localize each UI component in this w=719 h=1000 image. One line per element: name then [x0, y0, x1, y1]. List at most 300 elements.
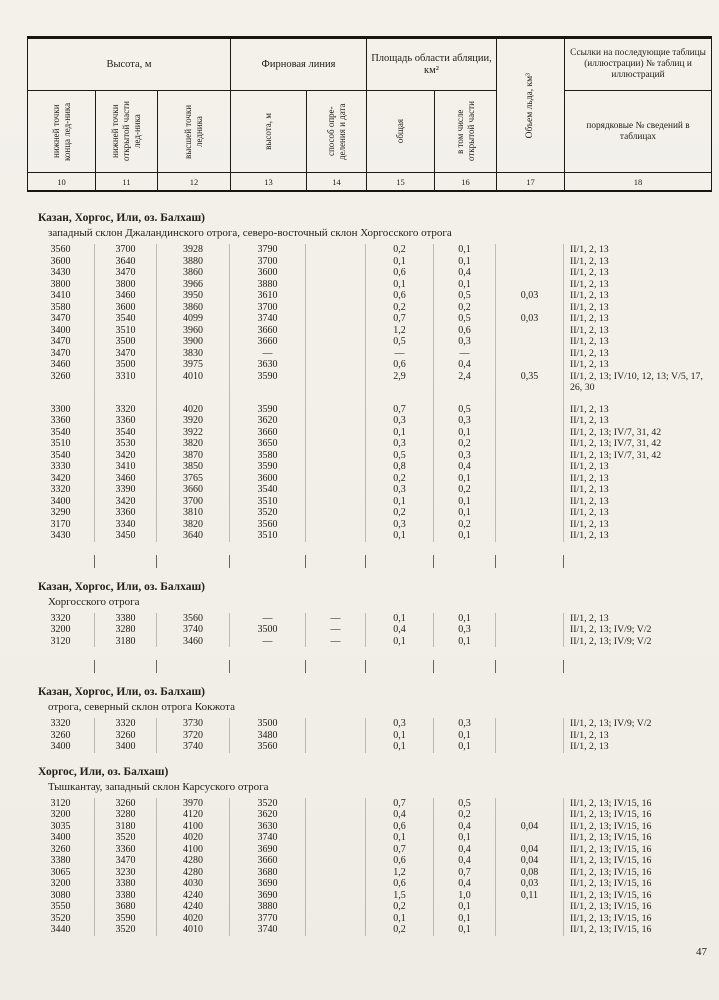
- cell-col-15: 0,4: [366, 809, 434, 821]
- cell-col-16: 0,4: [434, 461, 496, 473]
- cell-col-18: [564, 394, 712, 404]
- cell-col-18: II/1, 2, 13: [570, 518, 609, 530]
- cell-col-17: [496, 267, 564, 279]
- cell-col-12: 4030: [157, 878, 230, 890]
- cell-col-11: 3360: [95, 507, 157, 519]
- cell-col-11: 3460: [95, 473, 157, 485]
- cell-col-17: [496, 798, 564, 810]
- cell-col-18: II/1, 2, 13: [570, 495, 609, 507]
- cell-col-16: 0,1: [434, 279, 496, 291]
- cell-col-17: [496, 924, 564, 936]
- cell-col-18: II/1, 2, 13; IV/15, 16: [570, 832, 652, 843]
- cell-col-13: 3590: [230, 404, 306, 416]
- cell-col-10: 3470: [27, 348, 95, 360]
- cell-col-15: 0,5: [366, 450, 434, 462]
- cell-col-12: 3922: [157, 427, 230, 439]
- cell-col-18: II/1, 2, 13; IV/15, 16: [570, 889, 652, 901]
- cell-col-11: 3800: [95, 279, 157, 291]
- cell-col-11: 3450: [95, 530, 157, 542]
- cell-col-11: 3700: [95, 244, 157, 256]
- cell-col-17: [496, 302, 564, 314]
- tick-mark: [230, 660, 306, 673]
- cell-col-18: II/1, 2, 13: [570, 741, 609, 752]
- cell-col-13: 3580: [230, 450, 306, 462]
- table-row: [27, 878, 712, 890]
- cell-col-17: 0,11: [496, 890, 564, 902]
- cell-col-13: 3600: [230, 473, 306, 485]
- cell-col-13: 3660: [230, 336, 306, 348]
- cell-col-18: II/1, 2, 13: [570, 530, 609, 541]
- cell-col-12: 3860: [157, 267, 230, 279]
- header-col14-label: способ опре-деления и дата: [325, 103, 347, 160]
- table-row: [27, 730, 712, 742]
- cell-col-15: 0,6: [366, 855, 434, 867]
- cell-col-11: 3520: [95, 924, 157, 936]
- cell-col-17: [496, 809, 564, 821]
- cell-col-14: [306, 924, 366, 936]
- cell-col-18: II/1, 2, 13: [570, 403, 609, 415]
- cell-col-13: 3590: [230, 461, 306, 473]
- header-col13-label: высота, м: [263, 113, 273, 150]
- cell-col-14: [306, 473, 366, 485]
- cell-col-18: II/1, 2, 13; IV/15, 16: [570, 820, 652, 832]
- column-number-15: 15: [367, 173, 435, 190]
- cell-col-13: —: [230, 613, 306, 625]
- cell-col-12: 4280: [157, 855, 230, 867]
- cell-col-17: [496, 496, 564, 508]
- header-col-determination-method: [307, 91, 367, 173]
- header-col12-label: высшей точки ледника: [183, 104, 204, 159]
- cell-col-10: 3320: [27, 484, 95, 496]
- cell-col-16: 0,5: [434, 798, 496, 810]
- cell-col-16: 0,1: [434, 427, 496, 439]
- cell-col-16: 0,5: [434, 404, 496, 416]
- cell-col-16: 0,1: [434, 901, 496, 913]
- cell-col-10: 3470: [27, 336, 95, 348]
- section-subtitle: Тышкантау, западный склон Карсуского отрога: [48, 780, 269, 793]
- cell-col-12: 3820: [157, 438, 230, 450]
- cell-col-10: 3520: [27, 913, 95, 925]
- cell-col-11: 3500: [95, 359, 157, 371]
- cell-col-16: 0,1: [434, 530, 496, 542]
- cell-col-11: 3180: [95, 636, 157, 648]
- table-row: [27, 855, 712, 867]
- cell-col-18: II/1, 2, 13; IV/7, 31, 42: [570, 426, 662, 438]
- cell-col-17: [496, 624, 564, 636]
- cell-col-13: 3610: [230, 290, 306, 302]
- cell-col-10: 3380: [27, 855, 95, 867]
- table-row: [27, 832, 712, 844]
- cell-col-16: 0,5: [434, 313, 496, 325]
- cell-col-18: II/1, 2, 13: [570, 359, 609, 370]
- cell-col-14: [306, 359, 366, 371]
- cell-col-17: [496, 461, 564, 473]
- cell-col-14: [306, 313, 366, 325]
- header-group-height-label: Высота, м: [106, 58, 152, 70]
- header-group-ablation-area: [367, 39, 497, 91]
- cell-col-15: 0,1: [366, 636, 434, 648]
- cell-col-11: 3360: [95, 844, 157, 856]
- cell-col-17: [496, 832, 564, 844]
- cell-col-16: 0,4: [434, 359, 496, 371]
- cell-col-18: II/1, 2, 13; IV/15, 16: [570, 901, 652, 912]
- cell-col-16: 0,1: [434, 636, 496, 648]
- cell-col-11: 3380: [95, 878, 157, 890]
- cell-col-16: 0,1: [434, 244, 496, 256]
- cell-col-13: 3630: [230, 821, 306, 833]
- cell-col-15: 2,9: [366, 371, 434, 394]
- tick-mark: [27, 555, 95, 568]
- cell-col-14: [306, 461, 366, 473]
- header-col15-label: общая: [395, 119, 405, 144]
- cell-col-10: 3400: [27, 325, 95, 337]
- cell-col-10: 3360: [27, 415, 95, 427]
- header-group-firn-line-label: Фирновая линия: [261, 58, 336, 70]
- cell-col-17: [496, 741, 564, 753]
- cell-col-14: [306, 718, 366, 730]
- cell-col-11: 3470: [95, 855, 157, 867]
- tick-mark: [434, 555, 496, 568]
- cell-col-10: 3400: [27, 832, 95, 844]
- column-number-11: 11: [96, 173, 158, 190]
- cell-col-12: 4020: [157, 832, 230, 844]
- cell-col-10: 3400: [27, 741, 95, 753]
- cell-col-12: 4020: [157, 404, 230, 416]
- table-row: [27, 844, 712, 856]
- table-row: [27, 267, 712, 279]
- cell-col-14: —: [306, 613, 366, 625]
- cell-col-15: 0,2: [366, 302, 434, 314]
- cell-col-16: 0,1: [434, 496, 496, 508]
- table-row: [27, 890, 712, 902]
- cell-col-18: II/1, 2, 13: [570, 244, 609, 255]
- cell-col-15: 0,7: [366, 844, 434, 856]
- section-title: Хоргос, Или, оз. Балхаш): [38, 765, 169, 778]
- cell-col-13: 3560: [230, 519, 306, 531]
- tick-mark: [230, 555, 306, 568]
- cell-col-14: [306, 256, 366, 268]
- cell-col-13: 3520: [230, 798, 306, 810]
- column-number-18: 18: [633, 176, 643, 187]
- table-row: [27, 473, 712, 485]
- cell-col-16: [434, 394, 496, 404]
- cell-col-16: 0,1: [434, 913, 496, 925]
- cell-col-18: II/1, 2, 13: [570, 290, 609, 301]
- table-row: [27, 809, 712, 821]
- table-row: [27, 279, 712, 291]
- cell-col-14: [306, 798, 366, 810]
- tick-mark: [564, 660, 712, 673]
- cell-col-15: 0,2: [366, 507, 434, 519]
- cell-col-14: [306, 325, 366, 337]
- cell-col-11: 3280: [95, 624, 157, 636]
- cell-col-13: 3620: [230, 809, 306, 821]
- cell-col-15: 0,1: [366, 832, 434, 844]
- header-col16-label: в том числе открытой части: [454, 101, 476, 162]
- cell-col-18: II/1, 2, 13; IV/9; V/2: [570, 718, 652, 729]
- cell-col-16: 1,0: [434, 890, 496, 902]
- header-col-highest-point: [158, 91, 231, 173]
- cell-col-17: [496, 279, 564, 291]
- cell-col-11: 3340: [95, 519, 157, 531]
- header-col-exposed-area: [435, 91, 497, 173]
- header-col-lowest-point-terminus: [28, 91, 96, 173]
- cell-col-15: 0,3: [366, 415, 434, 427]
- cell-col-18: II/1, 2, 13; IV/15, 16: [570, 866, 652, 878]
- cell-col-13: 3690: [230, 878, 306, 890]
- cell-col-11: 3520: [95, 832, 157, 844]
- cell-col-10: 3420: [27, 473, 95, 485]
- cell-col-11: 3310: [95, 371, 157, 394]
- cell-col-17: [496, 484, 564, 496]
- cell-col-12: 3900: [157, 336, 230, 348]
- cell-col-13: 3740: [230, 924, 306, 936]
- cell-col-12: 3700: [157, 496, 230, 508]
- cell-col-10: 3290: [27, 507, 95, 519]
- cell-col-11: 3380: [95, 890, 157, 902]
- cell-col-11: 3600: [95, 302, 157, 314]
- cell-col-10: 3580: [27, 302, 95, 314]
- table-row: [27, 290, 712, 302]
- cell-col-16: 0,1: [434, 741, 496, 753]
- cell-col-12: 3850: [157, 461, 230, 473]
- cell-col-16: 0,3: [434, 718, 496, 730]
- cell-col-12: 4010: [157, 371, 230, 394]
- cell-col-16: 2,4: [434, 371, 496, 394]
- cell-col-11: 3320: [95, 718, 157, 730]
- cell-col-13: 3560: [230, 741, 306, 753]
- cell-col-12: 4280: [157, 867, 230, 879]
- cell-col-15: 0,5: [366, 336, 434, 348]
- cell-col-16: 0,2: [434, 302, 496, 314]
- cell-col-11: 3380: [95, 613, 157, 625]
- cell-col-11: 3420: [95, 450, 157, 462]
- cell-col-15: 0,8: [366, 461, 434, 473]
- cell-col-13: 3880: [230, 901, 306, 913]
- table-header: [27, 36, 712, 192]
- cell-col-12: [157, 394, 230, 404]
- cell-col-16: 0,2: [434, 484, 496, 496]
- tick-mark: [95, 660, 157, 673]
- section-title: Казан, Хоргос, Или, оз. Балхаш): [38, 580, 206, 593]
- header-group-firn-line: [231, 39, 367, 91]
- cell-col-14: [306, 530, 366, 542]
- header-ice-volume-label: Объем льда, км³: [525, 72, 535, 139]
- table-row: [27, 404, 712, 416]
- cell-col-10: 3330: [27, 461, 95, 473]
- cell-col-12: 3810: [157, 507, 230, 519]
- cell-col-18: II/1, 2, 13; IV/9; V/2: [570, 624, 652, 635]
- cell-col-13: 3690: [230, 890, 306, 902]
- cell-col-13: 3680: [230, 867, 306, 879]
- cell-col-17: [496, 730, 564, 742]
- cell-col-14: [306, 821, 366, 833]
- cell-col-13: 3700: [230, 256, 306, 268]
- cell-col-10: 3260: [27, 730, 95, 742]
- column-number-16: 16: [435, 173, 497, 190]
- section-subtitle: Хоргосского отрога: [48, 595, 140, 608]
- table-row: [27, 519, 712, 531]
- cell-col-10: 3300: [27, 404, 95, 416]
- cell-col-15: 1,2: [366, 325, 434, 337]
- cell-col-16: 0,2: [434, 809, 496, 821]
- cell-col-16: 0,1: [434, 924, 496, 936]
- cell-col-12: 3860: [157, 302, 230, 314]
- cell-col-10: 3550: [27, 901, 95, 913]
- cell-col-14: [306, 519, 366, 531]
- table-row: [27, 427, 712, 439]
- cell-col-12: 3970: [157, 798, 230, 810]
- cell-col-13: 3740: [230, 832, 306, 844]
- cell-col-17: [496, 636, 564, 648]
- cell-col-15: 0,7: [366, 313, 434, 325]
- cell-col-12: 4240: [157, 890, 230, 902]
- table-row: [27, 924, 712, 936]
- table-row: [27, 348, 712, 360]
- table-body: [27, 192, 712, 936]
- cell-col-13: 3660: [230, 855, 306, 867]
- cell-col-12: 4099: [157, 313, 230, 325]
- table-row: [27, 530, 712, 542]
- cell-col-15: 0,1: [366, 613, 434, 625]
- cell-col-10: [27, 394, 95, 404]
- table-row: [27, 718, 712, 730]
- cell-col-17: [496, 325, 564, 337]
- cell-col-10: 3320: [27, 613, 95, 625]
- cell-col-11: 3280: [95, 809, 157, 821]
- cell-col-10: 3460: [27, 359, 95, 371]
- cell-col-11: 3390: [95, 484, 157, 496]
- table-row: [27, 302, 712, 314]
- table-row: [27, 359, 712, 371]
- table-row: [27, 336, 712, 348]
- cell-col-17: 0,03: [496, 290, 564, 302]
- cell-col-15: 0,4: [366, 624, 434, 636]
- cell-col-15: 0,2: [366, 244, 434, 256]
- cell-col-12: 3720: [157, 730, 230, 742]
- cell-col-12: 3830: [157, 348, 230, 360]
- table-row: [27, 507, 712, 519]
- cell-col-17: 0,08: [496, 867, 564, 879]
- cell-col-15: 0,1: [366, 530, 434, 542]
- header-ice-volume: [497, 39, 565, 173]
- cell-col-16: 0,4: [434, 821, 496, 833]
- column-number-12: 12: [158, 173, 231, 190]
- tick-mark: [27, 660, 95, 673]
- tick-mark: [434, 660, 496, 673]
- table-row: [27, 256, 712, 268]
- cell-col-14: [306, 844, 366, 856]
- cell-col-15: 0,6: [366, 267, 434, 279]
- cell-col-14: —: [306, 624, 366, 636]
- cell-col-13: 3880: [230, 279, 306, 291]
- cell-col-14: [306, 832, 366, 844]
- cell-col-11: 3540: [95, 427, 157, 439]
- cell-col-14: [306, 415, 366, 427]
- cell-col-11: 3260: [95, 730, 157, 742]
- cell-col-10: 3170: [27, 519, 95, 531]
- cell-col-15: 0,6: [366, 359, 434, 371]
- cell-col-13: 3620: [230, 415, 306, 427]
- cell-col-17: [496, 438, 564, 450]
- cell-col-12: 3880: [157, 256, 230, 268]
- cell-col-10: 3400: [27, 496, 95, 508]
- cell-col-12: 3928: [157, 244, 230, 256]
- cell-col-16: 0,2: [434, 519, 496, 531]
- cell-col-10: 3120: [27, 636, 95, 648]
- cell-col-12: 3950: [157, 290, 230, 302]
- cell-col-15: 0,3: [366, 438, 434, 450]
- cell-col-15: 0,1: [366, 730, 434, 742]
- cell-col-16: 0,3: [434, 624, 496, 636]
- cell-col-11: 3640: [95, 256, 157, 268]
- cell-col-12: 3730: [157, 718, 230, 730]
- cell-col-16: 0,4: [434, 878, 496, 890]
- cell-col-10: 3410: [27, 290, 95, 302]
- header-refs-title: [565, 39, 711, 91]
- tick-mark: [306, 555, 366, 568]
- cell-col-18: II/1, 2, 13: [570, 472, 609, 484]
- table-row: [27, 741, 712, 753]
- cell-col-15: —: [366, 348, 434, 360]
- cell-col-17: [496, 404, 564, 416]
- cell-col-13: —: [230, 348, 306, 360]
- cell-col-13: 3500: [230, 718, 306, 730]
- table-row: [27, 371, 712, 394]
- cell-col-10: 3120: [27, 798, 95, 810]
- cell-col-15: 0,2: [366, 924, 434, 936]
- cell-col-15: 0,1: [366, 913, 434, 925]
- cell-col-12: 3460: [157, 636, 230, 648]
- cell-col-12: 3740: [157, 624, 230, 636]
- cell-col-10: 3800: [27, 279, 95, 291]
- cell-col-14: [306, 867, 366, 879]
- cell-col-18: II/1, 2, 13: [570, 313, 609, 324]
- table-row: [27, 798, 712, 810]
- cell-col-15: 0,3: [366, 484, 434, 496]
- cell-col-17: 0,03: [496, 313, 564, 325]
- cell-col-12: 3920: [157, 415, 230, 427]
- header-group-ablation-area-label: Площадь области абляции, км²: [371, 52, 492, 76]
- cell-col-18: II/1, 2, 13; IV/10, 12, 13; V/5, 17, 26, 30: [570, 370, 703, 393]
- cell-col-13: 3740: [230, 313, 306, 325]
- section-title: Казан, Хоргос, Или, оз. Балхаш): [38, 212, 206, 224]
- cell-col-10: 3080: [27, 890, 95, 902]
- cell-col-13: 3520: [230, 507, 306, 519]
- cell-col-12: 4120: [157, 809, 230, 821]
- cell-col-13: 3660: [230, 325, 306, 337]
- cell-col-11: 3360: [95, 415, 157, 427]
- section-subtitle: отрога, северный склон отрога Кокжота: [48, 701, 235, 713]
- cell-col-16: 0,1: [434, 730, 496, 742]
- table-row: [27, 901, 712, 913]
- cell-col-15: 0,2: [366, 473, 434, 485]
- cell-col-12: 3765: [157, 473, 230, 485]
- cell-col-16: 0,1: [434, 613, 496, 625]
- cell-col-14: [306, 484, 366, 496]
- cell-col-11: 3590: [95, 913, 157, 925]
- cell-col-14: [306, 267, 366, 279]
- header-refs-subtitle-label: порядковые № сведений в таблицах: [586, 120, 690, 142]
- cell-col-11: 3320: [95, 404, 157, 416]
- column-rule-ticks: [27, 660, 712, 673]
- cell-col-13: 3500: [230, 624, 306, 636]
- cell-col-17: 0,04: [496, 821, 564, 833]
- cell-col-12: 4010: [157, 924, 230, 936]
- cell-col-10: 3540: [27, 427, 95, 439]
- cell-col-10: 3035: [27, 821, 95, 833]
- cell-col-14: [306, 336, 366, 348]
